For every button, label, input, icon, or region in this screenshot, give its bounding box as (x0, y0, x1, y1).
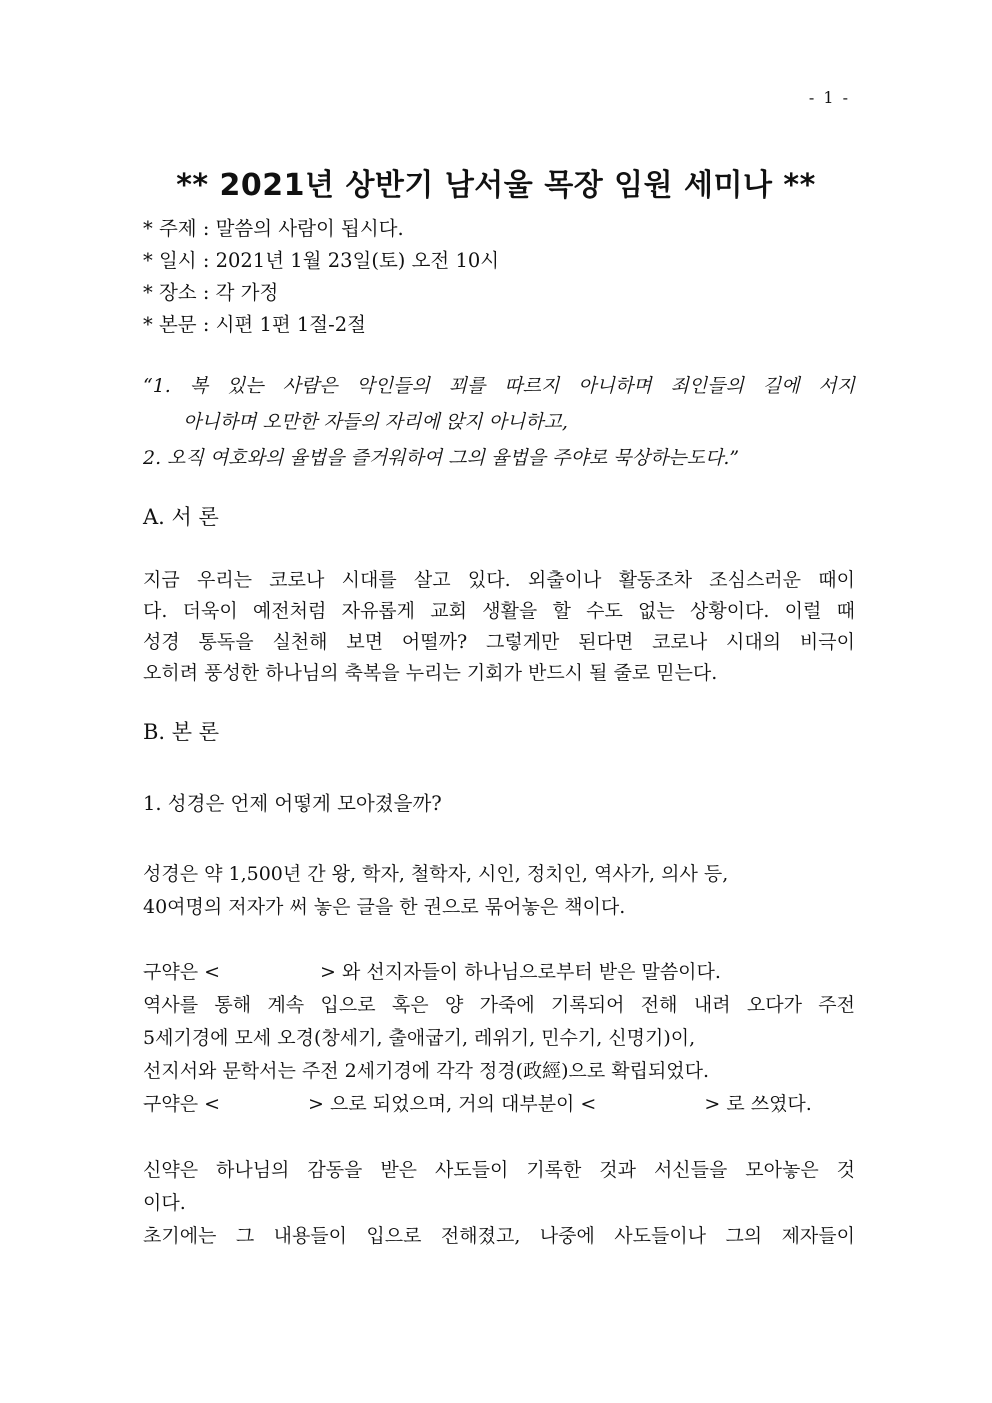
document-title: ** 2021년 상반기 남서울 목장 임원 세미나 ** (176, 168, 816, 203)
info-place: * 장소 : 각 가정 (143, 281, 279, 304)
text-fragment: > 와 선지자들이 하나님으로부터 받은 말씀이다. (320, 961, 721, 983)
text-fragment: > 로 쓰였다. (704, 1093, 812, 1115)
seminar-info-list (143, 213, 855, 341)
paragraph-line: 40여명의 저자가 써 놓은 글을 한 권으로 묶어놓은 책이다. (143, 896, 626, 918)
page-number: - 1 - (808, 88, 850, 107)
info-datetime: * 일시 : 2021년 1월 23일(토) 오전 10시 (143, 249, 500, 272)
paragraph-line (143, 957, 855, 988)
paragraph-line: 오히려 풍성한 하나님의 축복을 누리는 기회가 반드시 될 줄로 믿는다. (143, 662, 718, 684)
info-scripture: * 본문 : 시편 1편 1절-2절 (143, 313, 366, 336)
info-topic: * 주제 : 말씀의 사람이 됩시다. (143, 217, 404, 240)
paragraph-line (143, 1089, 855, 1120)
text-fragment: 구약은 < (143, 1093, 221, 1115)
section-b-subheading: 1. 성경은 언제 어떻게 모아졌을까? (143, 792, 442, 815)
paragraph-line: 선지서와 문학서는 주전 2세기경에 각각 정경(政經)으로 확립되었다. (143, 1060, 710, 1082)
quote-line: “1. 복 있는 사람은 악인들의 꾀를 따르지 아니하며 죄인들의 길에 서지 (143, 375, 855, 397)
paragraph-line: 신약은 하나님의 감동을 받은 사도들이 기록한 것과 서신들을 모아놓은 것 (143, 1159, 855, 1181)
text-fragment: > 으로 되었으며, 거의 대부분이 < (308, 1093, 597, 1115)
section-b-paragraph-1 (143, 859, 855, 923)
text-fragment: 구약은 < (143, 961, 221, 983)
paragraph-line: 다. 더욱이 예전처럼 자유롭게 교회 생활을 할 수도 없는 상황이다. 이럴 때 (143, 600, 855, 622)
section-b-heading: B. 본 론 (143, 720, 220, 744)
scripture-quote (143, 368, 855, 476)
quote-line: 2. 오직 여호와의 율법을 즐거워하여 그의 율법을 주야로 묵상하는도다.” (143, 447, 740, 469)
paragraph-line: 역사를 통해 계속 입으로 혹은 양 가죽에 기록되어 전해 내려 오다가 주전 (143, 994, 855, 1016)
section-b-paragraph-2 (143, 957, 855, 1120)
paragraph-line: 지금 우리는 코로나 시대를 살고 있다. 외출이나 활동조차 조심스러운 때이 (143, 569, 855, 591)
section-a-paragraph (143, 565, 855, 689)
quote-line: 아니하며 오만한 자들의 자리에 앉지 아니하고, (183, 411, 568, 433)
paragraph-line: 초기에는 그 내용들이 입으로 전해졌고, 나중에 사도들이나 그의 제자들이 (143, 1225, 855, 1247)
section-b-paragraph-3 (143, 1155, 855, 1252)
paragraph-line: 성경은 약 1,500년 간 왕, 학자, 철학자, 시인, 정치인, 역사가, 의사 등, (143, 863, 729, 885)
paragraph-line: 5세기경에 모세 오경(창세기, 출애굽기, 레위기, 민수기, 신명기)이, (143, 1027, 696, 1049)
paragraph-line: 성경 통독을 실천해 보면 어떨까? 그렇게만 된다면 코로나 시대의 비극이 (143, 631, 855, 653)
paragraph-line: 이다. (143, 1192, 186, 1214)
section-a-heading: A. 서 론 (143, 505, 219, 529)
